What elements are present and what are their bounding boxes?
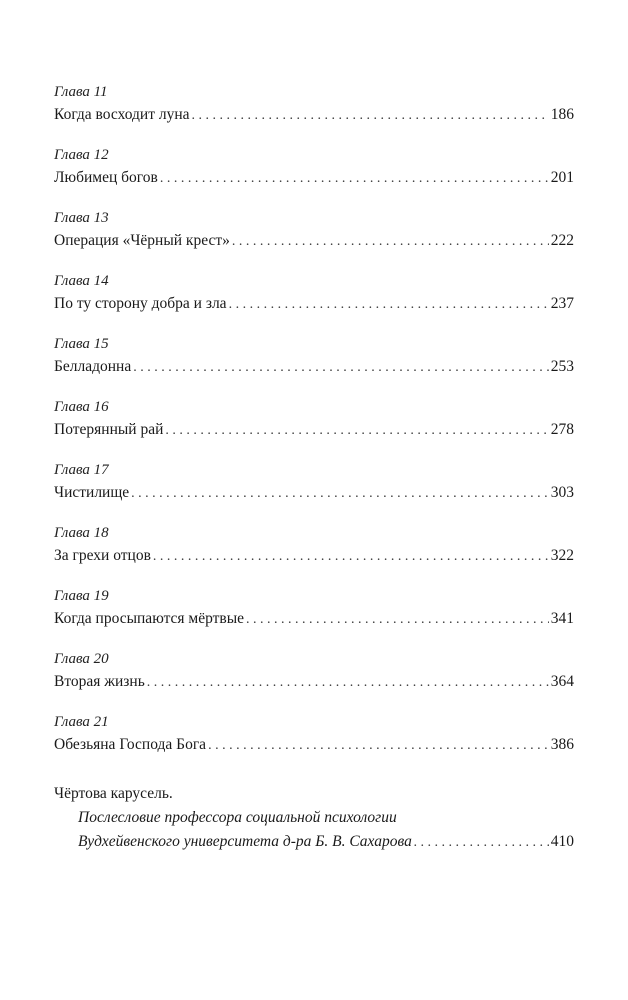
toc-chapter-12[interactable] (54, 145, 574, 191)
page-number: 186 (550, 106, 574, 123)
toc-chapter-16[interactable] (54, 397, 574, 443)
table-of-contents (54, 82, 574, 854)
chapter-label: Глава 13 (54, 210, 109, 226)
afterword-subtitle (54, 806, 574, 854)
page-number: 364 (550, 673, 574, 690)
dot-leader (246, 607, 549, 633)
page-number: 341 (550, 610, 574, 627)
toc-chapter-13[interactable] (54, 208, 574, 254)
toc-chapter-17[interactable] (54, 460, 574, 506)
dot-leader (133, 355, 549, 381)
chapter-title: Потерянный рай (54, 421, 164, 438)
toc-entry (54, 732, 574, 758)
page-number: 278 (550, 421, 574, 438)
dot-leader (131, 481, 549, 507)
page-number: 222 (550, 232, 574, 249)
chapter-title: Операция «Чёрный крест» (54, 232, 230, 249)
toc-chapter-14[interactable] (54, 271, 574, 317)
afterword-title: Чёртова карусель. (54, 785, 173, 802)
chapter-title: За грехи отцов (54, 547, 151, 564)
dot-leader (208, 733, 549, 759)
chapter-title: Когда просыпаются мёртвые (54, 610, 245, 627)
chapter-title: Белладонна (54, 358, 132, 375)
chapter-title: Обезьяна Господа Бога (54, 736, 207, 753)
toc-chapter-11[interactable] (54, 82, 574, 128)
toc-entry (54, 165, 574, 191)
toc-chapter-18[interactable] (54, 523, 574, 569)
toc-entry (54, 480, 574, 506)
toc-entry (54, 228, 574, 254)
chapter-label: Глава 14 (54, 273, 109, 289)
toc-entry (54, 291, 574, 317)
page-number: 386 (550, 736, 574, 753)
chapter-label: Глава 20 (54, 651, 109, 667)
chapter-title: По ту сторону добра и зла (54, 295, 227, 312)
chapter-title: Любимец богов (54, 169, 158, 186)
dot-leader (229, 292, 549, 318)
afterword-subtitle-line2: Вудхейвенского университета д-ра Б. В. Сахарова (78, 833, 412, 850)
dot-leader (414, 831, 549, 855)
page-number: 201 (550, 169, 574, 186)
chapter-label: Глава 12 (54, 147, 109, 163)
toc-entry (54, 606, 574, 632)
chapter-title: Когда восходит луна (54, 106, 190, 123)
dot-leader (192, 103, 549, 129)
toc-entry (54, 354, 574, 380)
chapter-label: Глава 17 (54, 462, 109, 478)
toc-chapter-15[interactable] (54, 334, 574, 380)
toc-chapter-21[interactable] (54, 712, 574, 758)
dot-leader (232, 229, 549, 255)
chapter-title: Чистилище (54, 484, 130, 501)
chapter-label: Глава 11 (54, 84, 108, 100)
chapter-label: Глава 19 (54, 588, 109, 604)
toc-afterword[interactable] (54, 782, 574, 854)
dot-leader (147, 670, 549, 696)
dot-leader (160, 166, 549, 192)
dot-leader (165, 418, 548, 444)
chapter-label: Глава 16 (54, 399, 109, 415)
toc-entry (54, 102, 574, 128)
afterword-subtitle-line1: Послесловие профессора социальной психологии (78, 809, 397, 826)
chapter-label: Глава 15 (54, 336, 109, 352)
dot-leader (153, 544, 549, 570)
page-number: 322 (550, 547, 574, 564)
toc-entry (54, 543, 574, 569)
toc-chapter-19[interactable] (54, 586, 574, 632)
page-number: 303 (550, 484, 574, 501)
toc-entry (78, 830, 574, 854)
page-number: 253 (550, 358, 574, 375)
page-number: 410 (550, 833, 574, 850)
chapter-label: Глава 21 (54, 714, 109, 730)
toc-entry (54, 417, 574, 443)
page-number: 237 (550, 295, 574, 312)
chapter-title: Вторая жизнь (54, 673, 145, 690)
chapter-label: Глава 18 (54, 525, 109, 541)
toc-chapter-20[interactable] (54, 649, 574, 695)
toc-entry (54, 669, 574, 695)
